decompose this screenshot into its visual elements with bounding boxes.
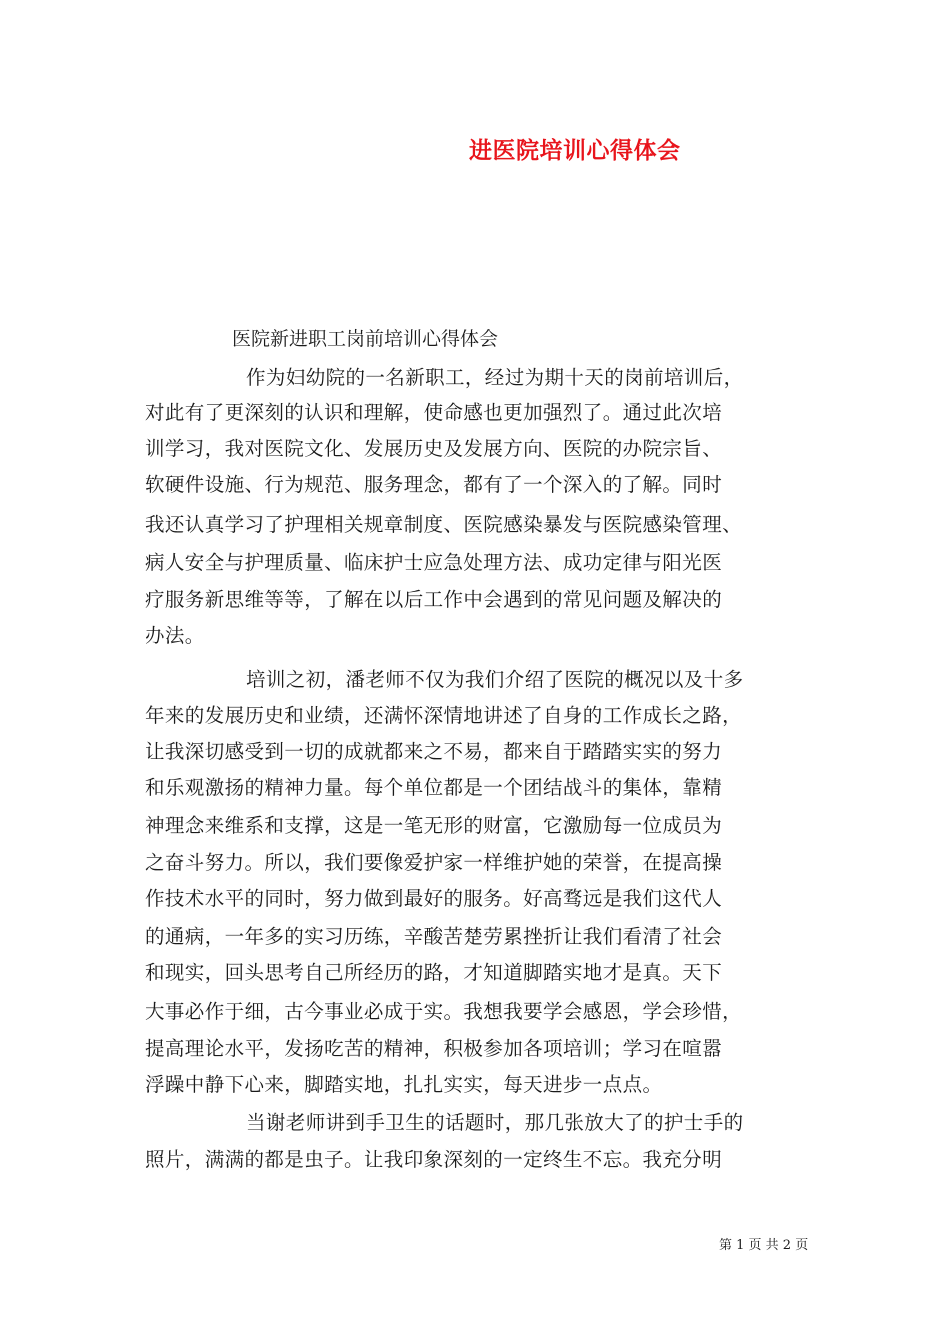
paragraph-line: 之奋斗努力。所以，我们要像爱护家一样维护她的荣誉，在提高操 bbox=[145, 851, 723, 874]
document-title: 进医院培训心得体会 bbox=[469, 137, 681, 164]
paragraph-line: 和现实，回头思考自己所经历的路，才知道脚踏实地才是真。天下 bbox=[145, 961, 723, 984]
page-number-footer: 第 1 页 共 2 页 bbox=[719, 1238, 809, 1253]
paragraph-line: 对此有了更深刻的认识和理解，使命感也更加强烈了。通过此次培 bbox=[145, 401, 723, 424]
paragraph-line: 我还认真学习了护理相关规章制度、医院感染暴发与医院感染管理、 bbox=[145, 513, 743, 536]
paragraph-line: 浮躁中静下心来，脚踏实地，扎扎实实，每天进步一点点。 bbox=[145, 1073, 663, 1096]
paragraph-line: 办法。 bbox=[145, 624, 205, 647]
paragraph-line: 大事必作于细，古今事业必成于实。我想我要学会感恩，学会珍惜， bbox=[145, 1000, 743, 1023]
paragraph-line: 培训之初，潘老师不仅为我们介绍了医院的概况以及十多 bbox=[246, 668, 744, 691]
paragraph-line: 年来的发展历史和业绩，还满怀深情地讲述了自身的工作成长之路， bbox=[145, 704, 743, 727]
document-subtitle: 医院新进职工岗前培训心得体会 bbox=[232, 328, 499, 350]
paragraph-line: 训学习，我对医院文化、发展历史及发展方向、医院的办院宗旨、 bbox=[145, 437, 723, 460]
paragraph-line: 软硬件设施、行为规范、服务理念，都有了一个深入的了解。同时 bbox=[145, 473, 723, 496]
paragraph-line: 作为妇幼院的一名新职工，经过为期十天的岗前培训后， bbox=[246, 366, 744, 389]
paragraph-line: 当谢老师讲到手卫生的话题时，那几张放大了的护士手的 bbox=[246, 1111, 744, 1134]
paragraph-line: 和乐观激扬的精神力量。每个单位都是一个团结战斗的集体，靠精 bbox=[145, 776, 723, 799]
paragraph-line: 作技术水平的同时，努力做到最好的服务。好高骛远是我们这代人 bbox=[145, 887, 723, 910]
paragraph-line: 病人安全与护理质量、临床护士应急处理方法、成功定律与阳光医 bbox=[145, 551, 723, 574]
paragraph-line: 神理念来维系和支撑，这是一笔无形的财富，它激励每一位成员为 bbox=[145, 814, 723, 837]
paragraph-line: 让我深切感受到一切的成就都来之不易，都来自于踏踏实实的努力 bbox=[145, 740, 723, 763]
paragraph-line: 提高理论水平，发扬吃苦的精神，积极参加各项培训；学习在喧嚣 bbox=[145, 1037, 723, 1060]
paragraph-line: 的通病，一年多的实习历练，辛酸苦楚劳累挫折让我们看清了社会 bbox=[145, 925, 723, 948]
paragraph-line: 疗服务新思维等等，了解在以后工作中会遇到的常见问题及解决的 bbox=[145, 588, 723, 611]
paragraph-line: 照片，满满的都是虫子。让我印象深刻的一定终生不忘。我充分明 bbox=[145, 1148, 723, 1171]
